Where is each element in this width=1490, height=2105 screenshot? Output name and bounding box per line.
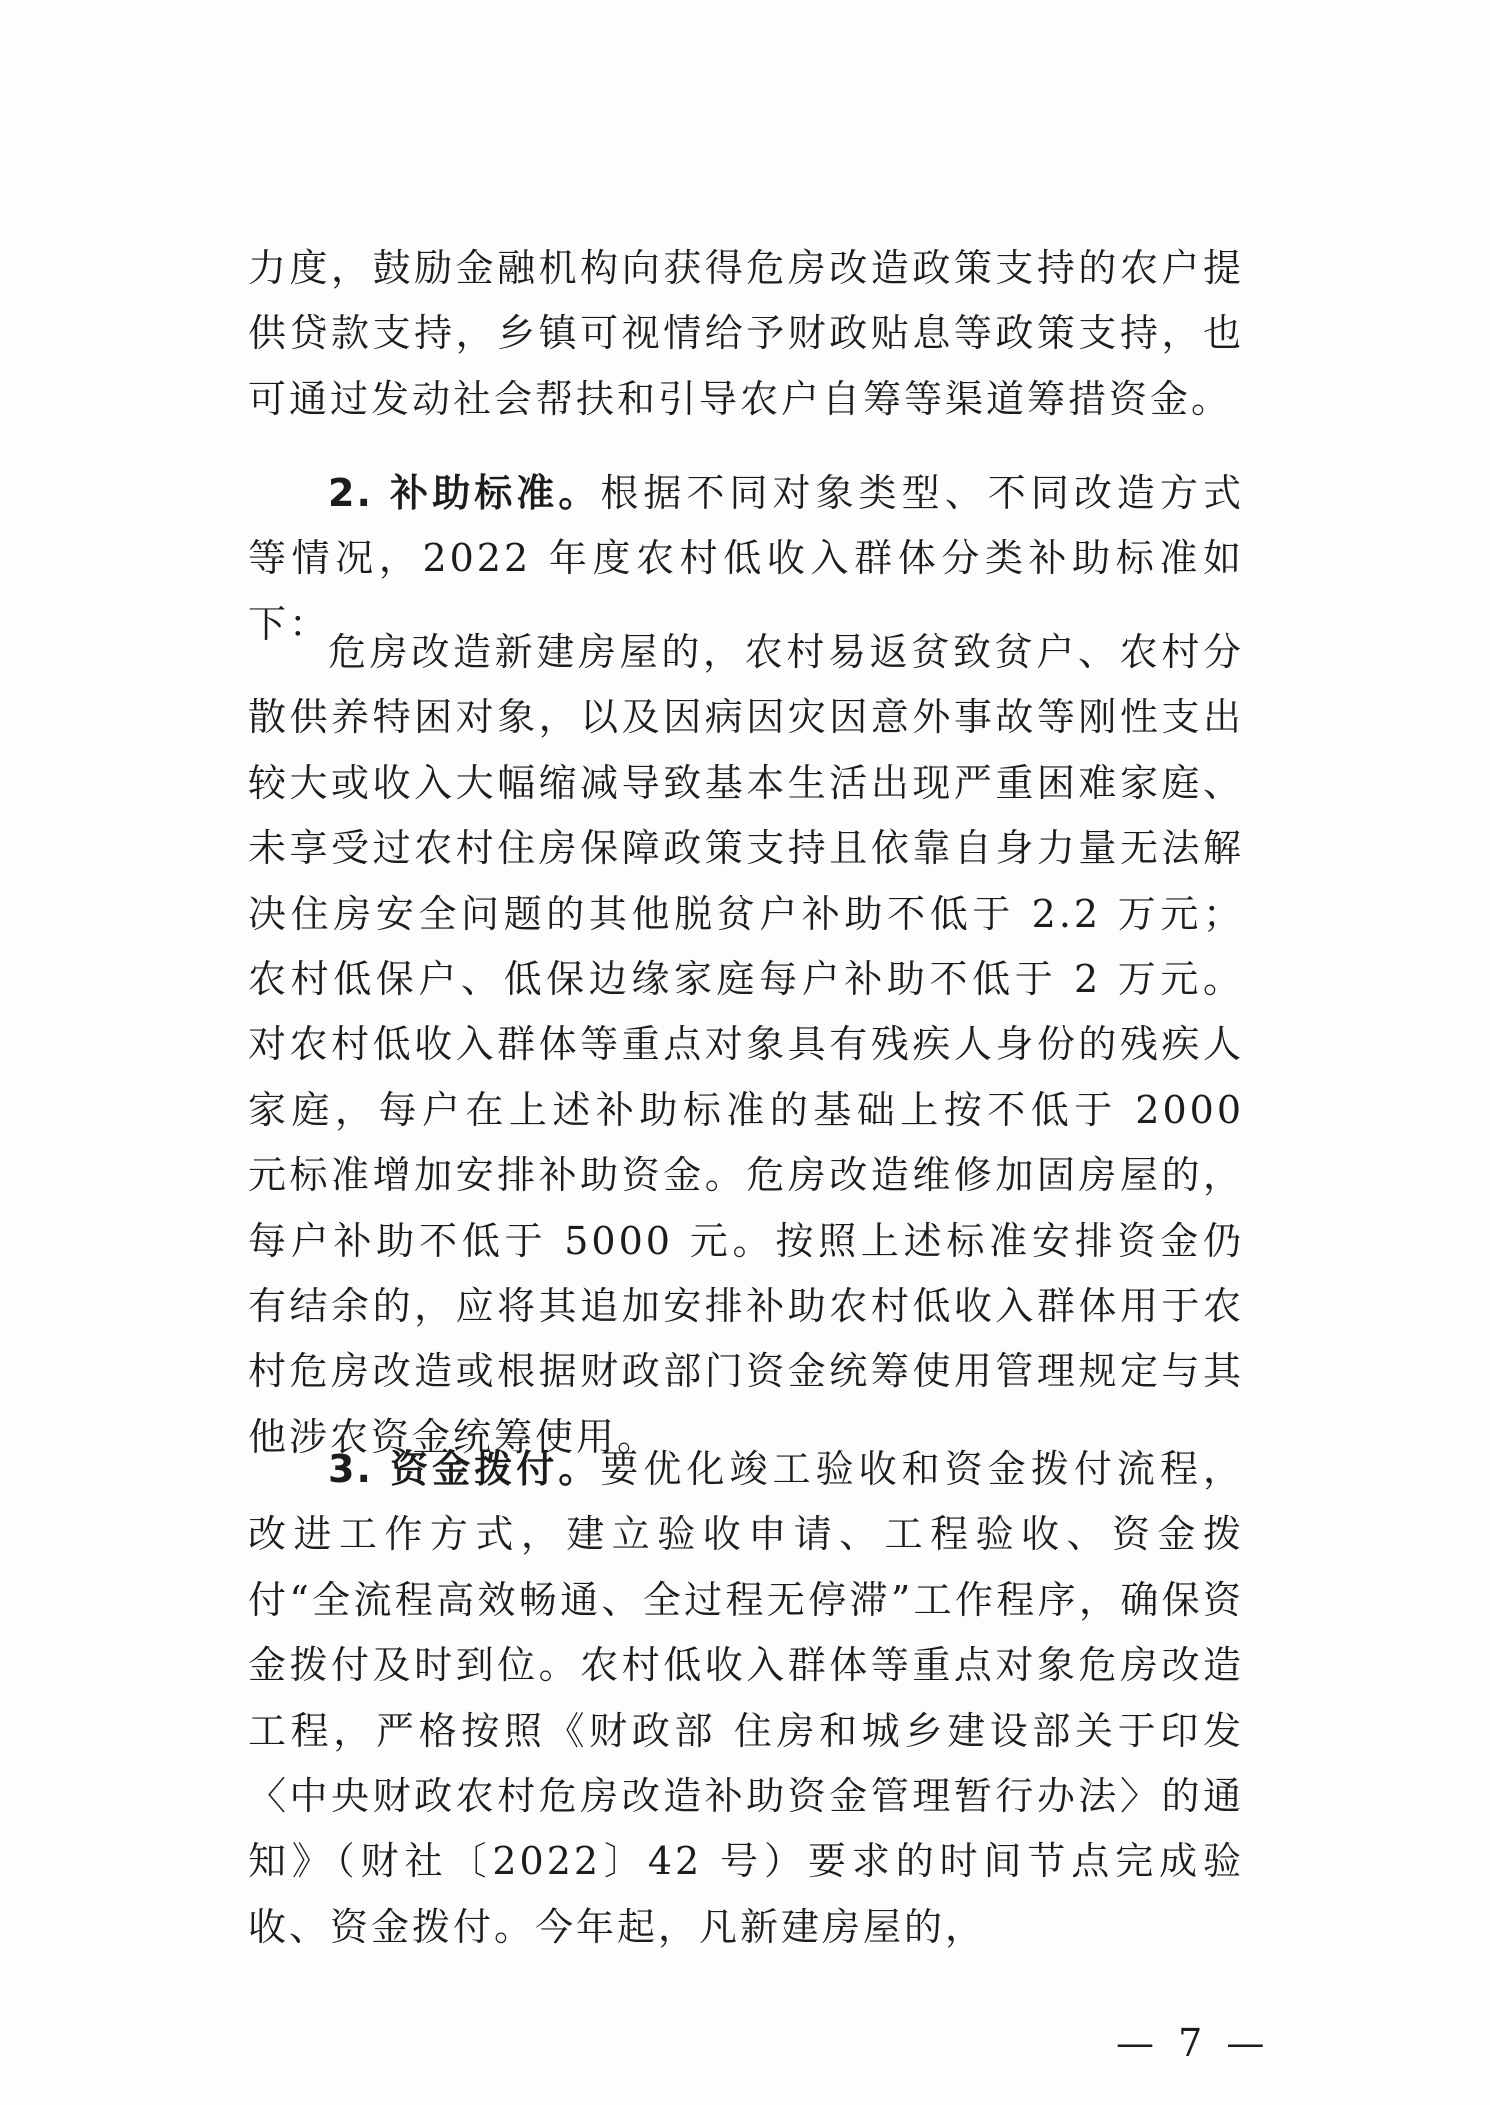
section-body: 要优化竣工验收和资金拨付流程，改进工作方式，建立验收申请、工程验收、资金拨付“全流程高效畅通、全过程无停滞”工作程序，确保资金拨付及时到位。农村低收入群体等重点对象危房改造工程，严格按照《财政部 住房和城乡建设部关于印发〈中央财政农村危房改造补助资金管理暂行办法〉的通知》（财社〔2022〕42 号）要求的时间节点完成验收、资金拨付。今年起，凡新建房屋的， [248,1447,1244,1949]
section-body: 根据不同对象类型、不同改造方式等情况，2022 年度农村低收入群体分类补助标准如下： [248,471,1244,646]
paragraph-financing: 力度，鼓励金融机构向获得危房改造政策支持的农户提供贷款支持，乡镇可视情给予财政贴息等政策支持，也可通过发动社会帮扶和引导农户自筹等渠道筹措资金。 [248,246,1244,421]
section-heading: 3. 资金拨付。 [328,1447,601,1491]
section-fund-disbursement [248,1437,1244,1960]
page-number: — 7 — [1116,2021,1271,2065]
paragraph-subsidy-details: 危房改造新建房屋的，农村易返贫致贫户、农村分散供养特困对象，以及因病因灾因意外事故等刚性支出较大或收入大幅缩减导致基本生活出现严重困难家庭、未享受过农村住房保障政策支持且依靠自身力量无法解决住房安全问题的其他脱贫户补助不低于 2.2 万元；农村低保户、低保边缘家庭每户补助不低于 2 万元。对农村低收入群体等重点对象具有残疾人身份的残疾人家庭，每户在上述补助标准的基础上按不低于 2000 元标准增加安排补助资金。危房改造维修加固房屋的，每户补助不低于 5000 元。按照上述标准安排资金仍有结余的，应将其追加安排补助农村低收入群体用于农村危房改造或根据财政部门资金统筹使用管理规定与其他涉农资金统筹使用。 [248,630,1244,1459]
section-heading: 2. 补助标准。 [328,471,601,515]
